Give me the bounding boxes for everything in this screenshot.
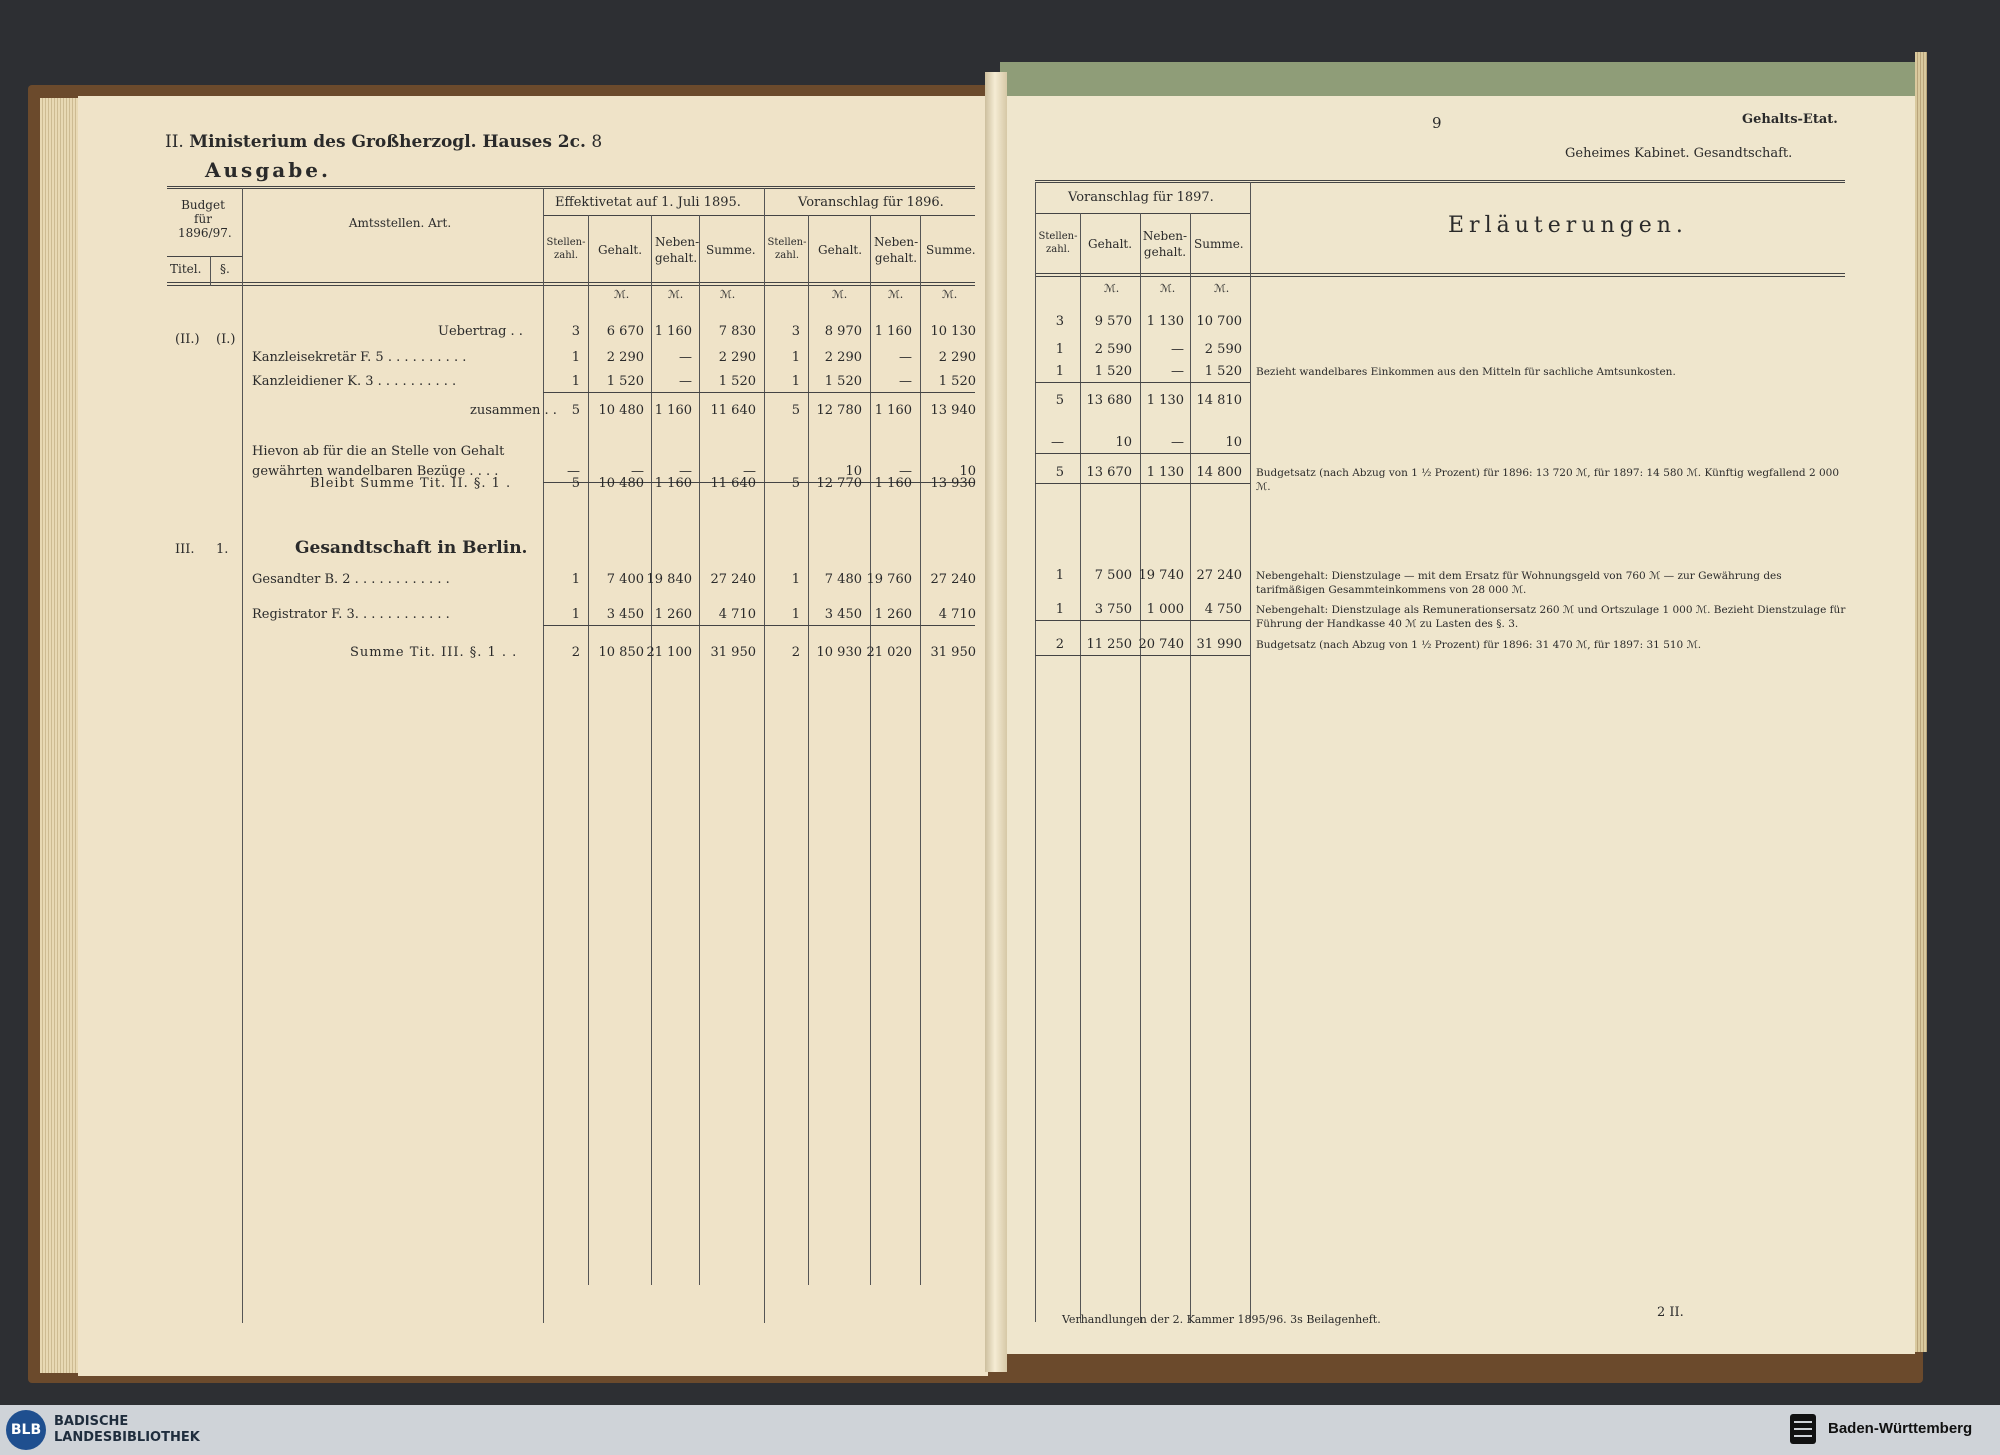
table-cell: 9 570	[1094, 314, 1132, 329]
table-cell: —	[567, 464, 580, 479]
table-cell: 11 640	[710, 403, 756, 418]
table-cell: 1 260	[874, 607, 912, 622]
right-signature: 2 II.	[1657, 1305, 1684, 1320]
header-amtsstellen: Amtsstellen. Art.	[348, 216, 452, 230]
right-page-top-edge	[1000, 62, 1915, 96]
header-gehalt-1896: Gehalt.	[818, 243, 863, 257]
table-cell: 2 590	[1204, 342, 1242, 357]
vline	[1080, 213, 1081, 1323]
table-cell: 4 710	[938, 607, 976, 622]
header-summe-1896: Summe.	[926, 243, 976, 257]
table-cell: 13 930	[930, 476, 976, 491]
table-cell: —	[899, 464, 912, 479]
table-cell: 3 450	[606, 607, 644, 622]
table-cell: 3 450	[824, 607, 862, 622]
left-top-rule	[167, 186, 975, 189]
table-cell: —	[679, 464, 692, 479]
table-cell: 1 160	[654, 403, 692, 418]
page-stack-right	[1915, 52, 1927, 1352]
table-cell: 19 740	[1138, 568, 1184, 583]
table-cell: 1 160	[654, 324, 692, 339]
unit-mark: ℳ.	[720, 288, 736, 301]
header-nebengehalt-1897: Neben-gehalt.	[1142, 229, 1188, 259]
table-cell: 1	[791, 350, 800, 365]
book-spine	[985, 72, 1007, 1372]
unit-mark: ℳ.	[942, 288, 958, 301]
header-nebengehalt-1896: Neben-gehalt.	[874, 235, 919, 265]
table-cell: 12 780	[816, 403, 862, 418]
table-cell: 2	[571, 645, 580, 660]
sum-rule	[1035, 655, 1250, 656]
header-summe-1897: Summe.	[1194, 237, 1244, 251]
table-cell: 1	[571, 572, 580, 587]
sum-rule	[1035, 382, 1250, 383]
table-cell: 1 130	[1146, 465, 1184, 480]
table-cell: 1 000	[1146, 602, 1184, 617]
library-name-line1: BADISCHE	[54, 1414, 129, 1429]
table-cell: 2 290	[824, 350, 862, 365]
library-bar	[0, 1405, 2000, 1455]
table-cell: 1 520	[938, 374, 976, 389]
table-cell: 31 950	[930, 645, 976, 660]
left-title-text: Ministerium des Großherzogl. Hauses 2c.	[189, 132, 586, 152]
header-nebengehalt: Neben-gehalt.	[655, 235, 700, 265]
header-summe: Summe.	[706, 243, 756, 257]
table-cell: —	[899, 350, 912, 365]
table-cell: 27 240	[930, 572, 976, 587]
blb-logo[interactable]: BLB	[6, 1410, 46, 1450]
table-cell: 5	[791, 403, 800, 418]
right-header-etat: Gehalts-Etat.	[1742, 112, 1838, 127]
row-label: Registrator F. 3. . . . . . . . . . . .	[252, 607, 450, 622]
header-para: §.	[220, 262, 230, 276]
right-group-rule	[1035, 213, 1250, 214]
table-cell: 4 710	[718, 607, 756, 622]
header-voranschlag-1896: Voranschlag für 1896.	[798, 195, 944, 210]
table-cell: 10 480	[598, 476, 644, 491]
vline	[242, 188, 243, 1323]
table-cell: 7 480	[824, 572, 862, 587]
vline	[1140, 213, 1141, 1323]
table-cell: 1	[571, 350, 580, 365]
table-cell: 5	[571, 403, 580, 418]
left-page	[78, 96, 988, 1376]
table-cell: —	[631, 464, 644, 479]
table-cell: 11 250	[1086, 637, 1132, 652]
row-label: Summe Tit. III. §. 1 . .	[350, 645, 518, 660]
row-para: 1.	[216, 542, 229, 557]
table-cell: 1 160	[874, 476, 912, 491]
table-cell: 10 480	[598, 403, 644, 418]
unit-mark: ℳ.	[1104, 282, 1120, 295]
table-cell: 1	[791, 572, 800, 587]
vline	[1250, 182, 1251, 1322]
table-cell: 13 680	[1086, 393, 1132, 408]
table-cell: 1	[1055, 568, 1064, 583]
table-cell: 1 520	[824, 374, 862, 389]
table-cell: —	[1171, 435, 1184, 450]
explanation-note: Budgetsatz (nach Abzug von 1 ½ Prozent) für 1896: 31 470 ℳ, für 1897: 31 510 ℳ.	[1256, 639, 1702, 651]
table-cell: 1	[571, 374, 580, 389]
right-footer-note: Verhandlungen der 2. Kammer 1895/96. 3s Beilagenheft.	[1062, 1313, 1381, 1326]
library-name	[54, 1414, 200, 1446]
table-cell: 13 670	[1086, 465, 1132, 480]
table-cell: 20 740	[1138, 637, 1184, 652]
header-stellenzahl: Stellen-zahl.	[546, 237, 586, 261]
explanation-note: Budgetsatz (nach Abzug von 1 ½ Prozent) für 1896: 13 720 ℳ, für 1897: 14 580 ℳ. Künftig wegfallend 2 000 ℳ.	[1256, 467, 1840, 493]
vline	[1190, 213, 1191, 1323]
table-cell: 1	[1055, 364, 1064, 379]
table-cell: 10 130	[930, 324, 976, 339]
table-cell: 1	[571, 607, 580, 622]
right-top-rule	[1035, 180, 1845, 183]
table-cell: 1 160	[874, 403, 912, 418]
row-label: Gesandtschaft in Berlin.	[295, 538, 528, 558]
header-gehalt: Gehalt.	[598, 243, 643, 257]
sum-rule	[1035, 483, 1250, 484]
row-label: Bleibt Summe Tit. II. §. 1 .	[310, 476, 512, 491]
table-cell: —	[1171, 364, 1184, 379]
left-subtitle: Ausgabe.	[205, 158, 331, 182]
table-cell: 31 990	[1196, 637, 1242, 652]
table-cell: 1	[791, 374, 800, 389]
table-cell: 1	[1055, 342, 1064, 357]
table-cell: 19 840	[646, 572, 692, 587]
table-cell: 5	[1055, 465, 1064, 480]
row-label-2: gewährten wandelbaren Bezüge . . . .	[252, 464, 499, 479]
unit-mark: ℳ.	[614, 288, 630, 301]
table-cell: 27 240	[710, 572, 756, 587]
row-label: zusammen . .	[470, 403, 557, 418]
unit-mark: ℳ.	[1160, 282, 1176, 295]
left-title-prefix: II.	[165, 132, 184, 152]
left-group-rule	[543, 215, 975, 216]
table-cell: 14 810	[1196, 393, 1242, 408]
table-cell: 2	[791, 645, 800, 660]
table-cell: 10 930	[816, 645, 862, 660]
table-cell: 1	[1055, 602, 1064, 617]
row-label: Hievon ab für die an Stelle von Gehalt	[252, 444, 505, 459]
table-cell: 13 940	[930, 403, 976, 418]
header-budget: Budget für 1896/97.	[178, 198, 232, 240]
sum-rule	[543, 392, 975, 393]
table-cell: —	[743, 464, 756, 479]
table-cell: 10	[1225, 435, 1242, 450]
table-cell: 12 770	[816, 476, 862, 491]
table-cell: 1 130	[1146, 314, 1184, 329]
state-coat-of-arms-icon	[1788, 1412, 1818, 1446]
table-cell: 1 260	[654, 607, 692, 622]
table-cell: 19 760	[866, 572, 912, 587]
unit-mark: ℳ.	[832, 288, 848, 301]
table-cell: —	[1171, 342, 1184, 357]
table-cell: 7 500	[1094, 568, 1132, 583]
page-stack-left	[40, 98, 80, 1373]
sum-rule	[543, 625, 975, 626]
table-cell: 5	[571, 476, 580, 491]
table-cell: 1 520	[606, 374, 644, 389]
right-page-number: 9	[1432, 114, 1442, 132]
vline	[210, 256, 211, 286]
right-header-rule-2	[1035, 276, 1845, 277]
right-header-sub: Geheimes Kabinet. Gesandtschaft.	[1565, 146, 1793, 161]
library-name-line2: LANDESBIBLIOTHEK	[54, 1430, 200, 1445]
table-cell: 2 290	[606, 350, 644, 365]
header-voranschlag-1897: Voranschlag für 1897.	[1068, 190, 1214, 205]
unit-mark: ℳ.	[1214, 282, 1230, 295]
header-gehalt-1897: Gehalt.	[1088, 237, 1133, 251]
table-cell: 4 750	[1204, 602, 1242, 617]
table-cell: 7 400	[606, 572, 644, 587]
table-cell: 21 100	[646, 645, 692, 660]
table-cell: 7 830	[718, 324, 756, 339]
table-cell: 10 700	[1196, 314, 1242, 329]
header-stellenzahl-1896: Stellen-zahl.	[767, 237, 807, 261]
table-cell: 14 800	[1196, 465, 1242, 480]
unit-mark: ℳ.	[888, 288, 904, 301]
table-cell: 10 850	[598, 645, 644, 660]
table-cell: 1	[791, 607, 800, 622]
explanation-note: Nebengehalt: Dienstzulage als Remunerationsersatz 260 ℳ und Ortszulage 1 000 ℳ. Bezieht Dienstzulage für Führung der Handkasse 40 ℳ zu Lasten des §. 3.	[1256, 604, 1846, 630]
table-cell: 1 520	[1204, 364, 1242, 379]
header-effektiv: Effektivetat auf 1. Juli 1895.	[555, 195, 741, 210]
table-cell: 1 130	[1146, 393, 1184, 408]
sum-rule	[1035, 620, 1250, 621]
table-cell: 10	[959, 464, 976, 479]
state-name[interactable]: Baden-Württemberg	[1828, 1420, 1973, 1437]
row-label: Gesandter B. 2 . . . . . . . . . . . .	[252, 572, 450, 587]
header-titel: Titel.	[170, 262, 202, 276]
row-titel: III.	[175, 542, 195, 557]
right-header-rule	[1035, 273, 1845, 274]
left-header-rule-2	[167, 285, 975, 286]
table-cell: 3 750	[1094, 602, 1132, 617]
header-erlaeuterungen: Erläuterungen.	[1448, 213, 1688, 238]
table-cell: 10	[845, 464, 862, 479]
left-budget-rule	[167, 256, 242, 257]
table-cell: 21 020	[866, 645, 912, 660]
table-cell: 1 160	[654, 476, 692, 491]
table-cell: 2 290	[718, 350, 756, 365]
header-stellenzahl-1897: Stellen-zahl.	[1038, 231, 1078, 255]
table-cell: 6 670	[606, 324, 644, 339]
table-cell: 11 640	[710, 476, 756, 491]
explanation-note: Bezieht wandelbares Einkommen aus den Mitteln für sachliche Amtsunkosten.	[1256, 366, 1676, 378]
sum-rule	[1035, 453, 1250, 454]
table-cell: 5	[791, 476, 800, 491]
row-titel: (II.)	[175, 332, 200, 347]
row-label: Uebertrag . .	[438, 324, 523, 339]
table-cell: 5	[1055, 393, 1064, 408]
unit-mark: ℳ.	[668, 288, 684, 301]
table-cell: —	[679, 350, 692, 365]
table-cell: 10	[1115, 435, 1132, 450]
table-cell: 8 970	[824, 324, 862, 339]
table-cell: 1 520	[718, 374, 756, 389]
table-cell: 1 160	[874, 324, 912, 339]
row-para: (I.)	[216, 332, 236, 347]
table-cell: —	[679, 374, 692, 389]
row-label: Kanzleisekretär F. 5 . . . . . . . . . .	[252, 350, 467, 365]
right-page	[1000, 96, 1915, 1354]
table-cell: 3	[571, 324, 580, 339]
table-cell: —	[1051, 435, 1064, 450]
left-page-number: 8	[591, 132, 603, 152]
table-cell: 1 520	[1094, 364, 1132, 379]
explanation-note: Nebengehalt: Dienstzulage — mit dem Ersatz für Wohnungsgeld von 760 ℳ — zur Gewährung des tarifmäßigen Gesammteinkommens von 28 000 ℳ.	[1256, 570, 1782, 596]
table-cell: 3	[791, 324, 800, 339]
table-cell: 2 290	[938, 350, 976, 365]
left-title	[165, 132, 602, 152]
left-header-rule	[167, 282, 975, 283]
table-cell: 2 590	[1094, 342, 1132, 357]
table-cell: —	[899, 374, 912, 389]
row-label: Kanzleidiener K. 3 . . . . . . . . . .	[252, 374, 457, 389]
table-cell: 27 240	[1196, 568, 1242, 583]
table-cell: 31 950	[710, 645, 756, 660]
table-cell: 3	[1055, 314, 1064, 329]
table-cell: 2	[1055, 637, 1064, 652]
